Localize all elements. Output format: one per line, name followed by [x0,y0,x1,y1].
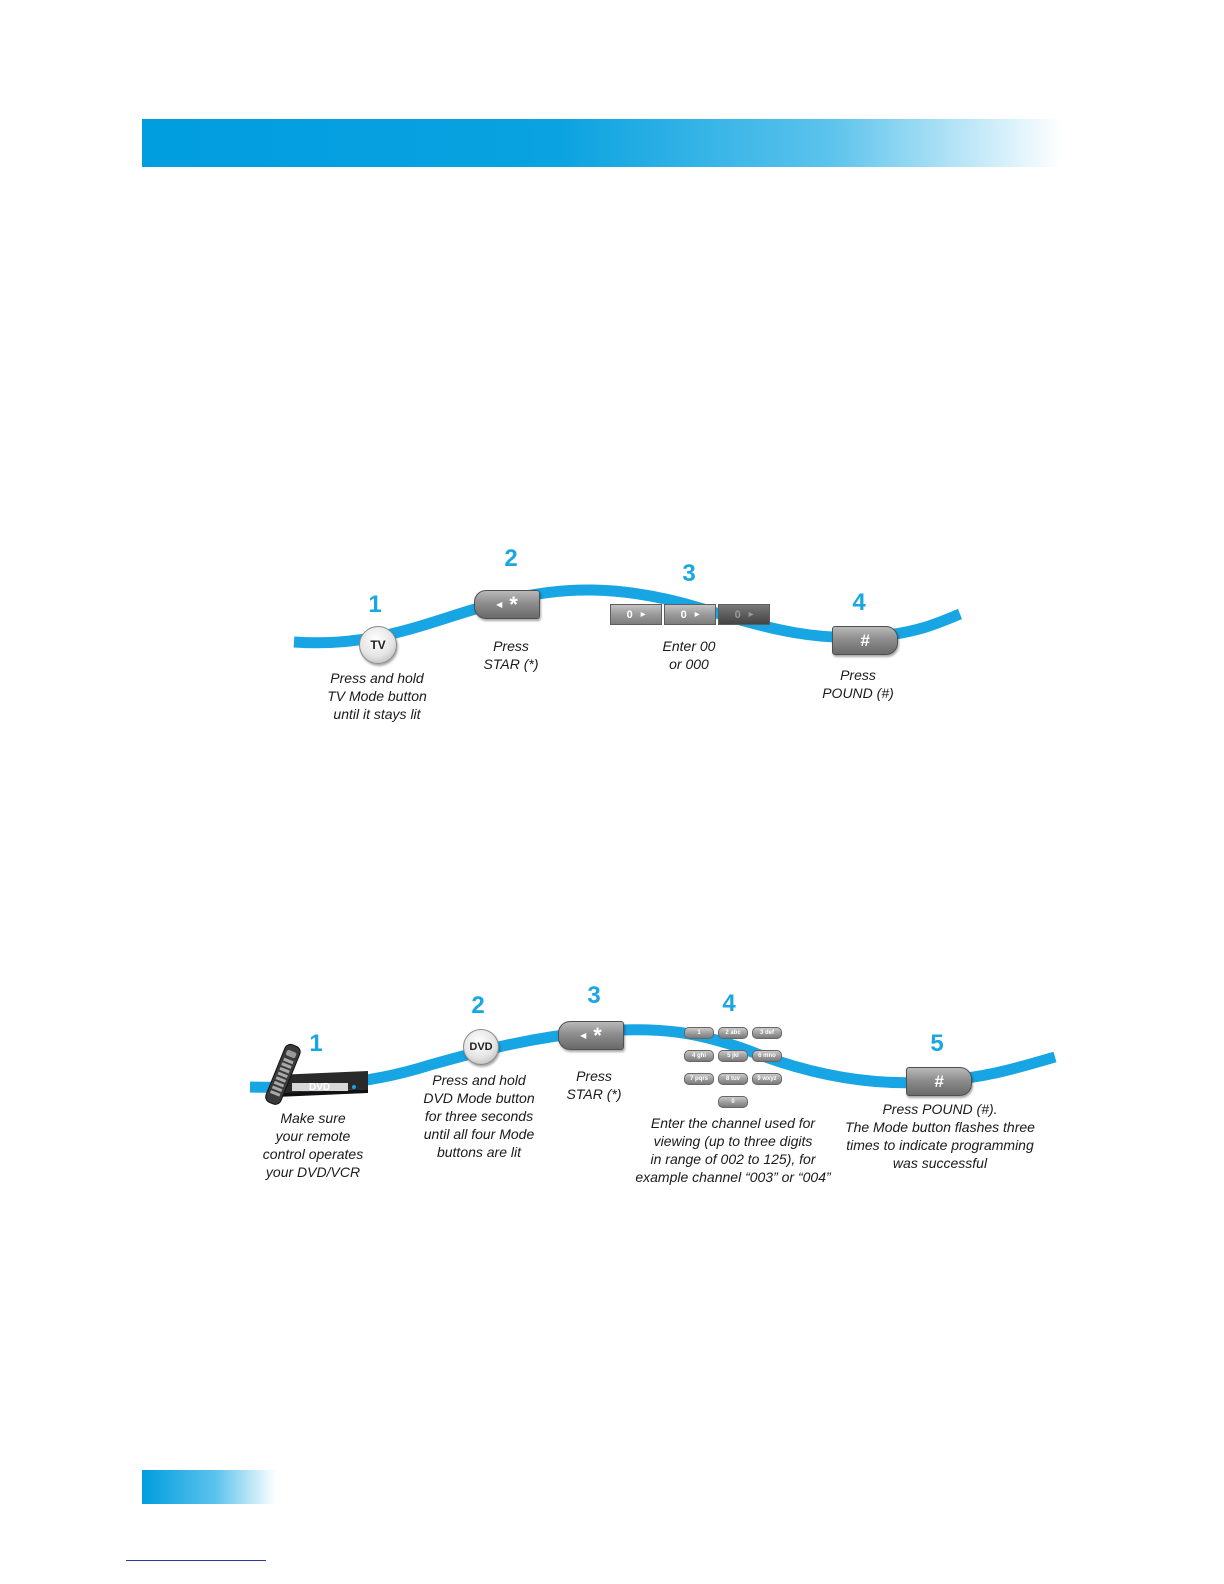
step-number: 5 [930,1030,944,1057]
footer-rule [126,1560,266,1561]
step-number: 3 [587,982,601,1009]
star-button [474,590,540,619]
step-5-caption: Press POUND (#). The Mode button flashes three times to indicate programming was successful [845,1101,1035,1171]
zero-label: 0 [680,608,687,621]
dvd-mode-button: DVD [463,1029,499,1065]
zero-label: 0 [626,608,633,621]
step-number: 4 [852,589,866,616]
dvd-programming-diagram [0,982,1224,1195]
keypad-key: 4 ghi [684,1050,714,1062]
step-3-caption: Press STAR (*) [566,1068,622,1102]
step-number: 1 [309,1030,323,1057]
left-arrow-icon: ◀ [496,600,503,609]
step-number: 1 [368,591,382,618]
right-arrow-icon: ▶ [748,612,754,618]
keypad-key: 1 [684,1027,714,1039]
pound-button: # [832,626,898,655]
right-arrow-icon: ▶ [694,612,700,618]
left-arrow-icon: ◀ [580,1031,587,1040]
step-number: 3 [682,560,696,587]
zero-button-optional [718,604,770,625]
star-symbol: * [509,591,518,617]
zero-button [610,604,662,625]
star-button [558,1021,624,1050]
ribbon-wave [0,540,1224,740]
step-3-caption: Enter 00 or 000 [662,638,716,672]
zero-label: 0 [734,608,741,621]
keypad-key: 7 pqrs [684,1073,714,1085]
step-number: 2 [471,992,485,1019]
header-band [142,119,1062,167]
step-4-caption: Enter the channel used for viewing (up to three digits in range of 002 to 125), for example channel “003” or “004” [635,1115,831,1185]
keypad-key: 0 [718,1096,748,1108]
keypad-key: 5 jkl [718,1050,748,1062]
remote-control-icon [262,1041,302,1107]
dvd-player-label: DVD [309,1082,331,1093]
tv-programming-diagram [0,540,1224,740]
star-symbol: * [593,1022,602,1048]
step-2-caption: Press STAR (*) [483,638,539,672]
dvd-player-illustration [262,1041,372,1111]
keypad-key: 3 def [752,1027,782,1039]
right-arrow-icon: ▶ [640,612,646,618]
step-4-caption: Press POUND (#) [822,667,894,701]
footer-band [142,1470,276,1504]
step-1-caption: Press and hold TV Mode button until it stays lit [327,670,427,722]
step-1-caption: Make sure your remote control operates your DVD/VCR [262,1110,364,1180]
keypad-key: 8 tuv [718,1073,748,1085]
keypad-key: 6 mno [752,1050,782,1062]
step-number: 2 [504,545,518,572]
pound-button: # [906,1067,972,1096]
tv-mode-button: TV [359,626,397,664]
step-2-caption: Press and hold DVD Mode button for three seconds until all four Mode buttons are lit [423,1072,535,1160]
keypad-key: 9 wxyz [752,1073,782,1085]
step-number: 4 [722,990,736,1017]
zero-button [664,604,716,625]
keypad-key: 2 abc [718,1027,748,1039]
